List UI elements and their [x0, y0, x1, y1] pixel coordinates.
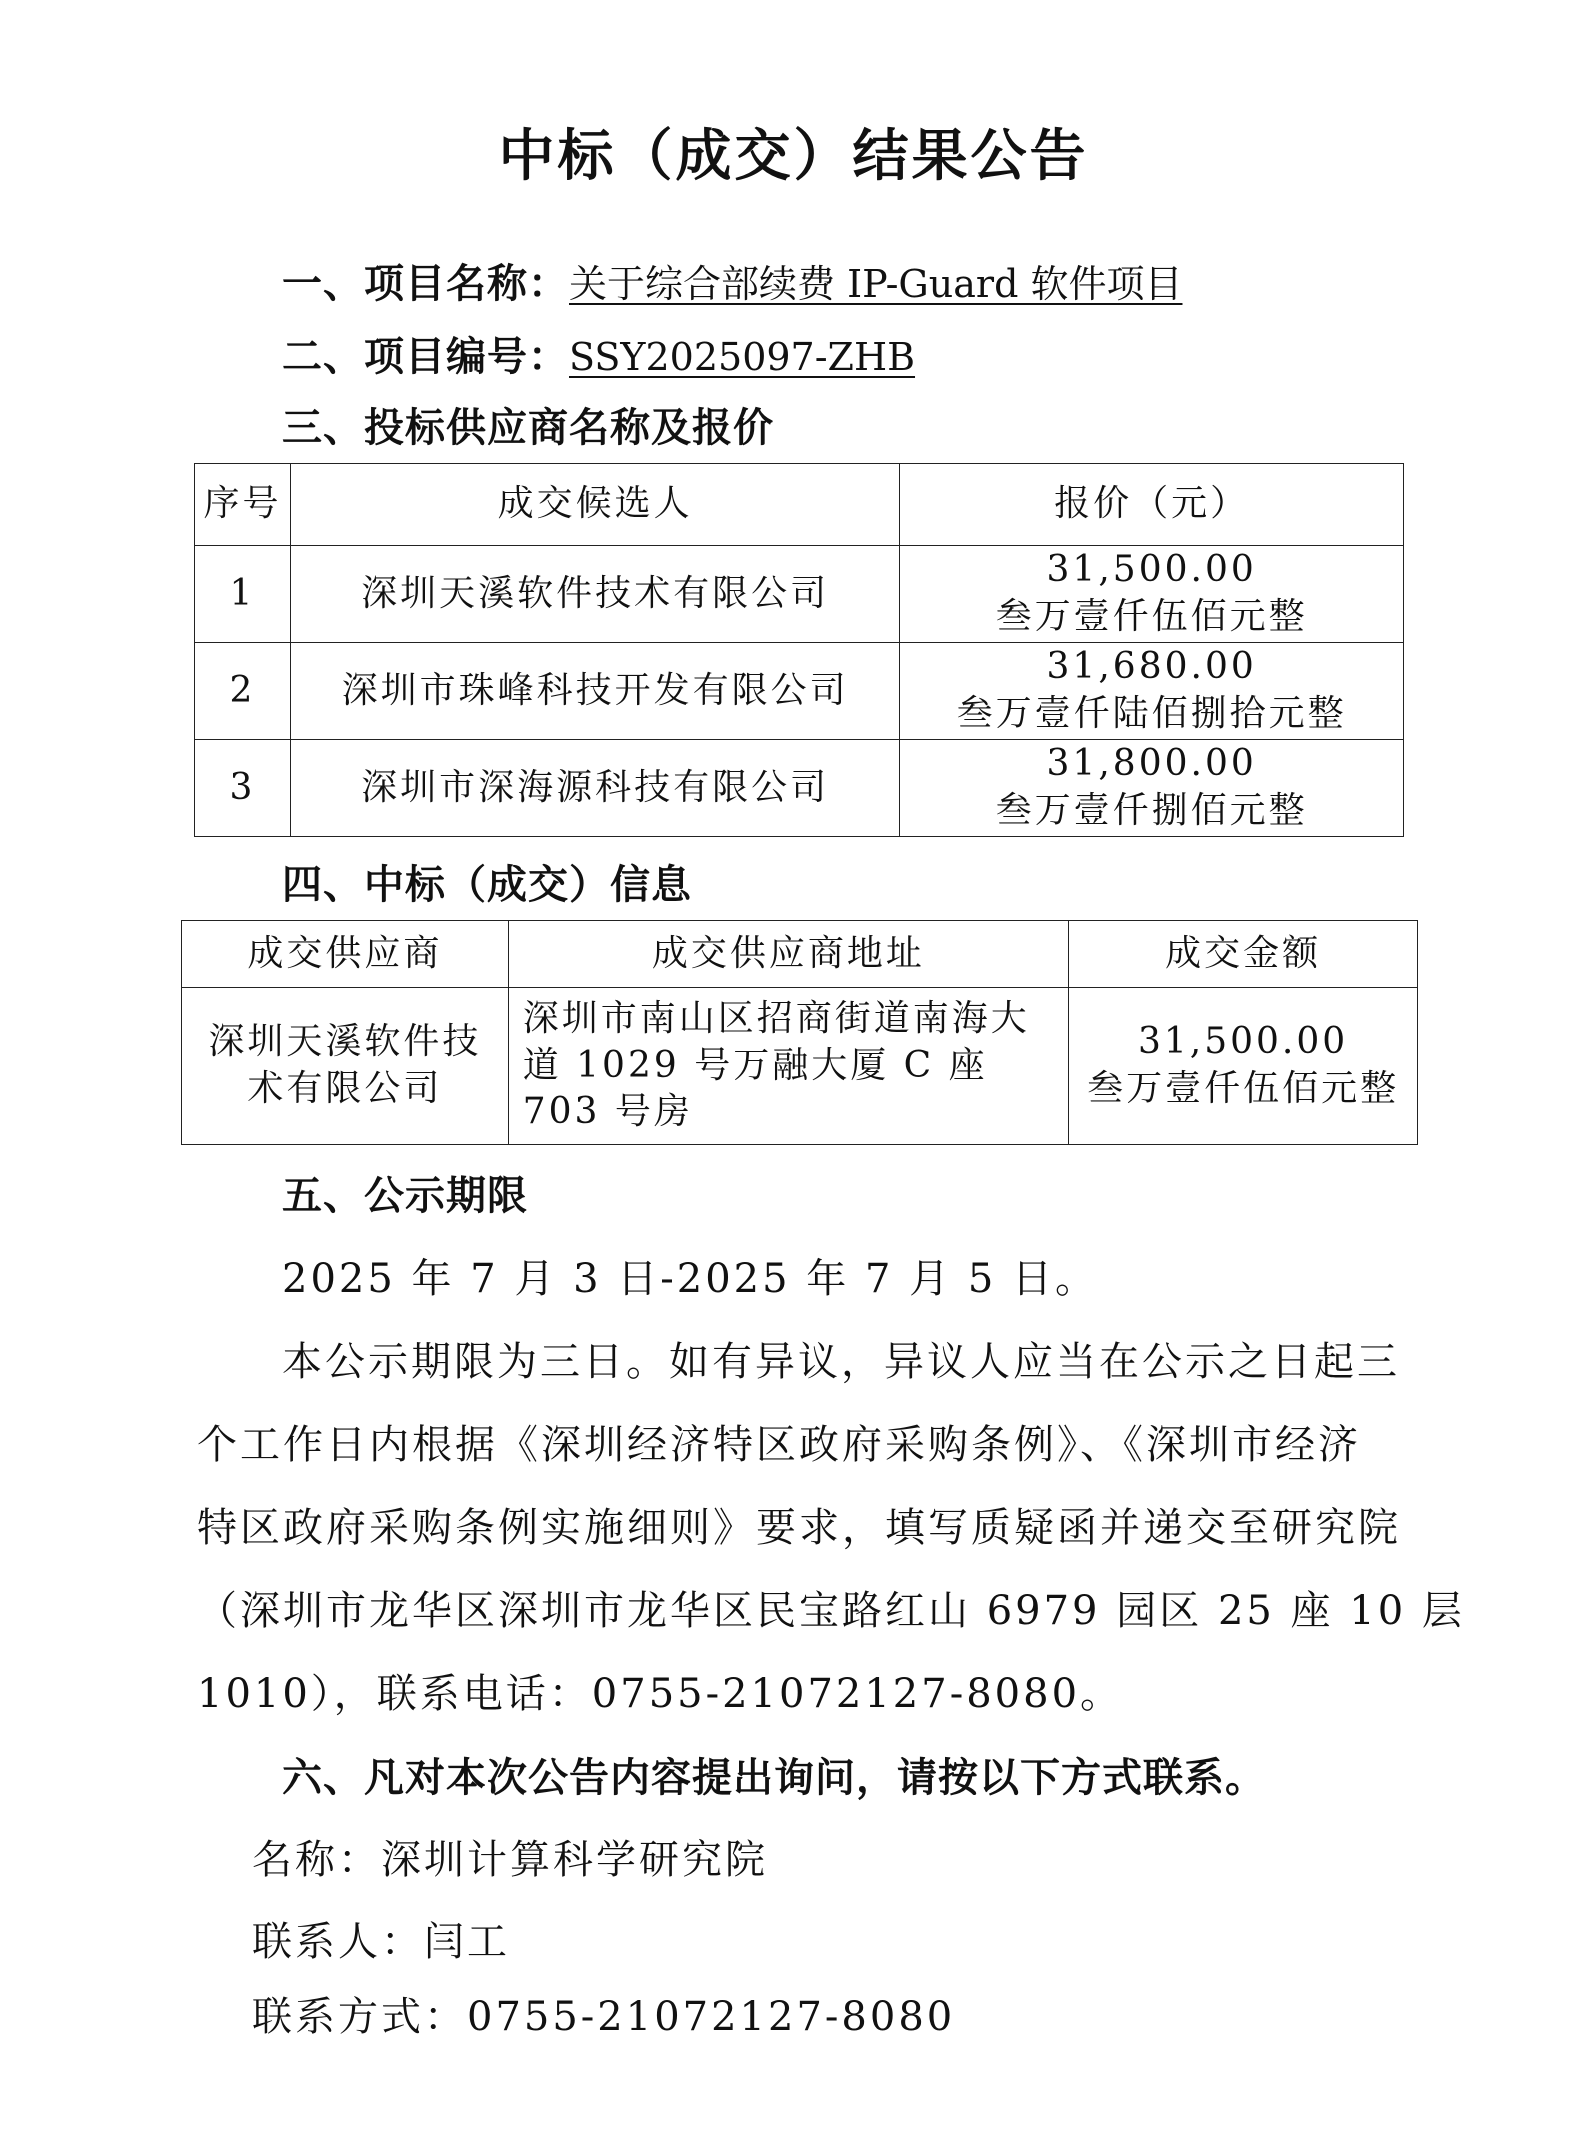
price-number: 31,680.00 [1046, 646, 1257, 688]
table-row [195, 740, 1404, 837]
contact-person: 联系人：闫工 [252, 1919, 510, 1965]
bidders-table-header [195, 464, 1404, 546]
row-no: 2 [195, 643, 291, 740]
award-table-header [182, 921, 1418, 988]
row-price [900, 546, 1404, 643]
price-number: 31,800.00 [1046, 743, 1257, 785]
award-table [181, 920, 1418, 1145]
bidders-heading: 三、投标供应商名称及报价 [282, 405, 774, 451]
amount-number: 31,500.00 [1137, 1021, 1349, 1063]
paragraph-line: 1010），联系电话：0755-21072127-8080。 [197, 1671, 1124, 1717]
award-address: 深圳市南山区招商街道南海大道 1029 号万融大厦 C 座 703 号房 [508, 988, 1068, 1145]
paragraph-line: （深圳市龙华区深圳市龙华区民宝路红山 6979 园区 25 座 10 层 [197, 1588, 1465, 1634]
price-words: 叁万壹仟陆佰捌拾元整 [956, 693, 1347, 734]
project-number-value: SSY2025097-ZHB [569, 335, 916, 379]
award-heading: 四、中标（成交）信息 [282, 862, 692, 908]
row-price [900, 643, 1404, 740]
paragraph-line: 特区政府采购条例实施细则》要求，填写质疑函并递交至研究院 [197, 1505, 1401, 1551]
award-amount [1069, 988, 1418, 1145]
table-row [195, 643, 1404, 740]
row-candidate: 深圳天溪软件技术有限公司 [290, 546, 899, 643]
row-no: 3 [195, 740, 291, 837]
table-row [195, 546, 1404, 643]
project-name-heading: 一、项目名称： [282, 261, 569, 307]
project-name-value: 关于综合部续费 IP-Guard 软件项目 [569, 262, 1183, 306]
project-number-line [282, 325, 915, 382]
price-words: 叁万壹仟捌佰元整 [995, 790, 1308, 831]
row-candidate: 深圳市珠峰科技开发有限公司 [290, 643, 899, 740]
col-header-address: 成交供应商地址 [508, 921, 1068, 988]
col-header-candidate: 成交候选人 [290, 464, 899, 546]
page-title: 中标（成交）结果公告 [498, 124, 1089, 189]
table-row [182, 988, 1418, 1145]
notice-period-dates: 2025 年 7 月 3 日-2025 年 7 月 5 日。 [282, 1256, 1099, 1302]
col-header-amount: 成交金额 [1069, 921, 1418, 988]
price-words: 叁万壹仟伍佰元整 [995, 596, 1308, 637]
contact-phone: 联系方式：0755-21072127-8080 [252, 1994, 956, 2040]
award-supplier: 深圳天溪软件技术有限公司 [182, 988, 509, 1145]
row-price [900, 740, 1404, 837]
amount-words: 叁万壹仟伍佰元整 [1087, 1068, 1400, 1109]
col-header-price: 报价（元） [900, 464, 1404, 546]
inquiry-heading: 六、凡对本次公告内容提出询问，请按以下方式联系。 [282, 1755, 1266, 1801]
row-candidate: 深圳市深海源科技有限公司 [290, 740, 899, 837]
contact-org-name: 名称：深圳计算科学研究院 [252, 1837, 768, 1883]
col-header-supplier: 成交供应商 [182, 921, 509, 988]
paragraph-line: 个工作日内根据《深圳经济特区政府采购条例》、《深圳市经济 [197, 1422, 1361, 1468]
bidders-table [194, 463, 1404, 837]
project-number-heading: 二、项目编号： [282, 334, 569, 380]
row-no: 1 [195, 546, 291, 643]
paragraph-line: 本公示期限为三日。如有异议，异议人应当在公示之日起三 [282, 1339, 1400, 1385]
price-number: 31,500.00 [1046, 549, 1257, 591]
col-header-no: 序号 [195, 464, 291, 546]
notice-period-heading: 五、公示期限 [282, 1173, 528, 1219]
project-name-line [282, 252, 1182, 309]
